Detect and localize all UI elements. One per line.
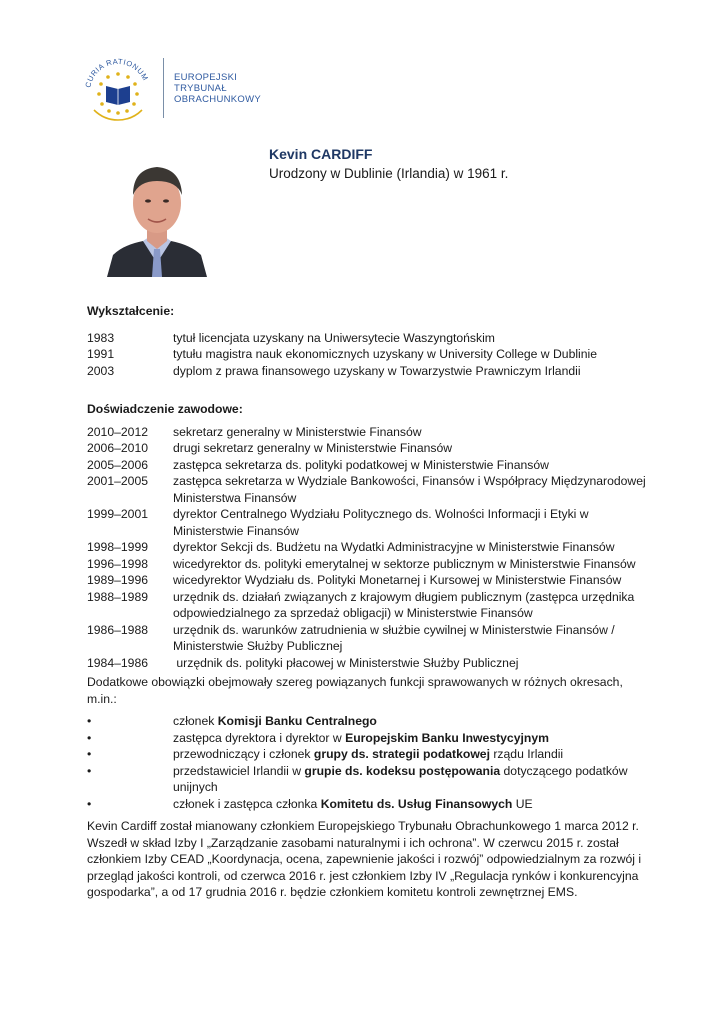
additional-list — [87, 713, 647, 812]
experience-years: 1999–2001 — [87, 507, 149, 521]
experience-desc: zastępca sekretarza w Wydziale Bankowości, Finansów i Współpracy Międzynarodowej Ministerstwa Finansów — [173, 474, 646, 505]
experience-item — [87, 556, 647, 573]
experience-list — [87, 424, 647, 672]
education-list — [87, 330, 647, 380]
experience-years: 1986–1988 — [87, 622, 149, 637]
person-name: Kevin CARDIFF — [269, 146, 373, 162]
experience-desc: drugi sekretarz generalny w Ministerstwie Finansów — [173, 441, 453, 455]
education-year: 2003 — [87, 363, 115, 378]
closing-paragraph: Kevin Cardiff został mianowany członkiem Europejskiego Trybunału Obrachunkowego 1 marca 2012 r. Wszedł w skład Izby I „Zarządzanie zasobami naturalnymi i ich ochrona”. W czerwcu 2015 r. został członkiem Izby CEAD „Koordynacja, ocena, zapewnienie jakości i rozwój” odpowiedzialnym za rozwój i przegląd jakości kontroli, od czerwca 2016 r. jest członkiem Izby IV „Regulacja rynków i konkurencyjna gospodarka”, a od 17 grudnia 2016 r. będzie członkiem komitetu kontroli zewnętrznej EMS. — [87, 819, 642, 899]
birth-info: Urodzony w Dublinie (Irlandia) w 1961 r. — [269, 166, 509, 181]
experience-item — [87, 506, 647, 539]
additional-item — [87, 763, 647, 796]
education-item — [87, 346, 647, 363]
additional-item — [87, 746, 647, 763]
experience-item — [87, 424, 647, 441]
experience-desc: urzędnik ds. działań związanych z krajowym długiem publicznym (zastępca urzędnika odpowiedzialnego za sprzedaż obligacji) w Ministerstwie Finansów — [173, 589, 635, 620]
experience-item — [87, 622, 647, 655]
experience-item — [87, 473, 647, 506]
education-item — [87, 363, 647, 380]
additional-item — [87, 796, 647, 813]
education-desc: tytułu magistra nauk ekonomicznych uzyskany w University College w Dublinie — [173, 347, 598, 361]
experience-item — [87, 457, 647, 474]
bullet-icon: • — [87, 747, 92, 761]
portrait-photo — [103, 151, 211, 277]
education-title: Wykształcenie: — [87, 304, 175, 318]
seal-text: CURIA RATIONUM — [83, 56, 151, 89]
experience-desc: dyrektor Sekcji ds. Budżetu na Wydatki Administracyjne w Ministerstwie Finansów — [173, 540, 615, 554]
education-desc: tytuł licencjata uzyskany na Uniwersytecie Waszyngtońskim — [173, 330, 495, 345]
additional-text: przedstawiciel Irlandii w grupie ds. kodeksu postępowania dotyczącego podatków unijnych — [173, 763, 628, 794]
bullet-icon: • — [87, 763, 92, 778]
experience-years: 1984–1986 — [87, 655, 149, 670]
experience-item — [87, 589, 647, 622]
logo-line-2: TRYBUNAŁ — [174, 83, 227, 94]
experience-title: Doświadczenie zawodowe: — [87, 402, 243, 416]
additional-text: zastępca dyrektora i dyrektor w Europejskim Banku Inwestycyjnym — [173, 730, 549, 745]
experience-desc: urzędnik ds. polityki płacowej w Ministerstwie Służby Publicznej — [173, 655, 519, 670]
curia-rationum-seal-icon — [80, 52, 156, 124]
logo-divider — [163, 58, 164, 118]
experience-desc: wicedyrektor Wydziału ds. Polityki Monetarnej i Kursowej w Ministerstwie Finansów — [173, 573, 622, 587]
experience-desc: wicedyrektor ds. polityki emerytalnej w sektorze publicznym w Ministerstwie Finansów — [173, 556, 636, 571]
experience-years: 2005–2006 — [87, 457, 149, 472]
additional-text: przewodniczący i członek grupy ds. strategii podatkowej rządu Irlandii — [173, 747, 564, 761]
education-year: 1983 — [87, 330, 115, 345]
logo-line-3: OBRACHUNKOWY — [174, 94, 261, 105]
experience-years: 1998–1999 — [87, 540, 149, 554]
education-year: 1991 — [87, 347, 115, 361]
experience-desc: zastępca sekretarza ds. polityki podatkowej w Ministerstwie Finansów — [173, 457, 549, 472]
experience-item — [87, 572, 647, 589]
experience-years: 2001–2005 — [87, 474, 149, 488]
additional-intro: Dodatkowe obowiązki obejmowały szereg powiązanych funkcji sprawowanych w różnych okresach, m.in.: — [87, 675, 623, 706]
bullet-icon: • — [87, 730, 92, 745]
experience-years: 2010–2012 — [87, 424, 149, 439]
additional-item — [87, 713, 647, 730]
cv-content — [87, 303, 647, 901]
experience-item — [87, 440, 647, 457]
experience-years: 2006–2010 — [87, 441, 149, 455]
experience-desc: sekretarz generalny w Ministerstwie Finansów — [173, 424, 422, 439]
additional-text: członek i zastępca członka Komitetu ds. Usług Finansowych UE — [173, 796, 533, 811]
experience-years: 1989–1996 — [87, 573, 149, 587]
bullet-icon: • — [87, 714, 92, 728]
education-desc: dyplom z prawa finansowego uzyskany w Towarzystwie Prawniczym Irlandii — [173, 363, 581, 378]
education-item — [87, 330, 647, 347]
eca-logo — [80, 52, 280, 124]
bullet-icon: • — [87, 796, 92, 811]
experience-desc: urzędnik ds. warunków zatrudnienia w służbie cywilnej w Ministerstwie Finansów / Ministerstwie Służby Publicznej — [173, 622, 615, 653]
logo-wordmark — [174, 72, 261, 105]
additional-item — [87, 730, 647, 747]
experience-item — [87, 655, 647, 672]
additional-text: członek Komisji Banku Centralnego — [173, 714, 377, 728]
experience-desc: dyrektor Centralnego Wydziału Politycznego ds. Wolności Informacji i Etyki w Ministerstwie Finansów — [173, 507, 589, 538]
experience-years: 1988–1989 — [87, 589, 149, 604]
experience-years: 1996–1998 — [87, 556, 149, 571]
experience-item — [87, 539, 647, 556]
logo-line-1: EUROPEJSKI — [174, 72, 238, 83]
